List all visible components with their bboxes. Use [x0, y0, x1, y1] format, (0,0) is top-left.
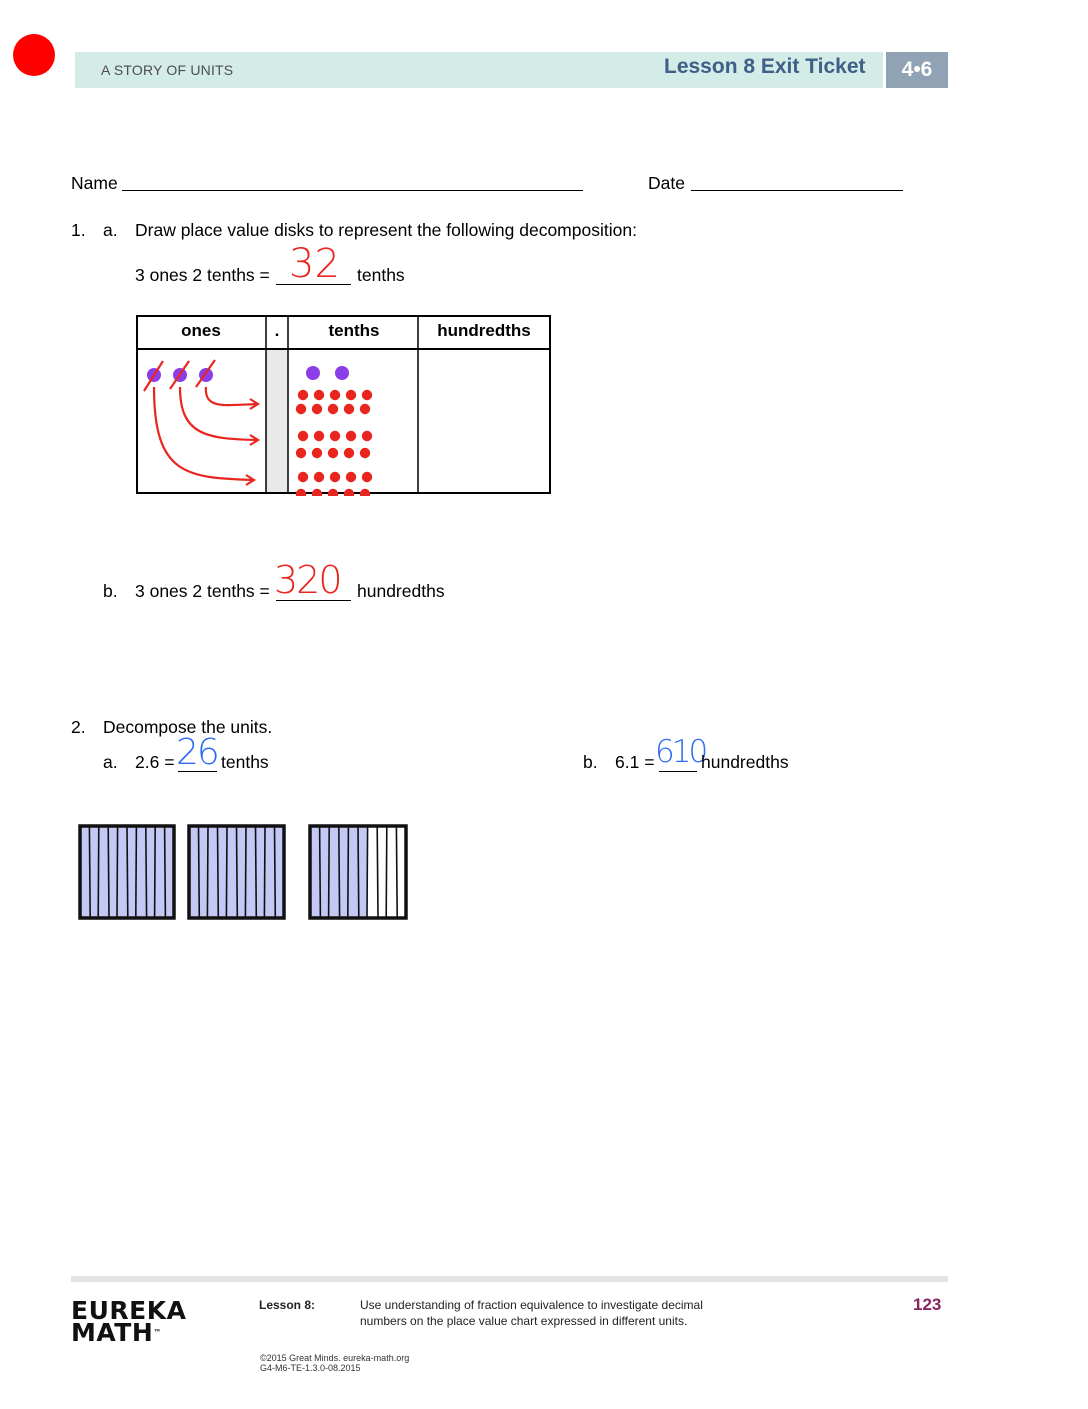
tenth-divider-1-9 [165, 826, 166, 918]
tenth-dot-1-1-2 [328, 448, 338, 458]
tenth-divider-3-1 [320, 826, 321, 918]
copyright [260, 1353, 409, 1373]
tenth-divider-1-4 [117, 826, 118, 918]
problem-1a-letter: a. [103, 220, 118, 240]
problem-2b-prefix: 6.1 = [615, 752, 655, 772]
tenth-divider-3-8 [386, 826, 387, 918]
problem-2a-suffix: tenths [221, 752, 269, 772]
tenth-divider-3-7 [377, 826, 378, 918]
tenth-divider-1-3 [108, 826, 109, 918]
tenth-dot-2-0-4 [362, 472, 372, 482]
tenth-dot-2-1-1 [312, 489, 322, 496]
logo-line-1: EUREKA [71, 1296, 187, 1325]
header-ones: ones [181, 321, 221, 340]
problem-2b-suffix: hundredths [701, 752, 789, 772]
problem-2b-answer-field[interactable] [659, 771, 697, 772]
tenth-divider-1-6 [136, 826, 137, 918]
header-hundredths: hundredths [437, 321, 531, 340]
tenth-divider-2-2 [207, 826, 208, 918]
arrow-1 [206, 387, 258, 405]
tenth-dot-1-0-2 [330, 431, 340, 441]
tenth-divider-2-5 [237, 826, 238, 918]
page-number: 123 [913, 1295, 942, 1314]
problem-1b-suffix: hundredths [357, 581, 445, 601]
tenth-divider-3-9 [396, 826, 397, 918]
tenth-dot-1-0-4 [362, 431, 372, 441]
footer-desc-line-2: numbers on the place value chart expressed in different units. [360, 1314, 688, 1328]
logo-line-2: MATH [71, 1318, 154, 1347]
tenth-dot-0-0-4 [362, 390, 372, 400]
tenths-disk-2 [335, 366, 349, 380]
red-marker-dot [13, 34, 55, 76]
problem-2b-answer: 610 [655, 734, 706, 770]
tenth-divider-3-6 [367, 826, 368, 918]
place-value-chart [136, 315, 551, 494]
tenth-dot-2-1-4 [360, 489, 370, 496]
tenth-dot-0-1-2 [328, 404, 338, 414]
problem-2a-letter: a. [103, 752, 118, 772]
problem-1a-suffix: tenths [357, 265, 405, 285]
tenth-dot-1-1-3 [344, 448, 354, 458]
tenth-dot-0-0-3 [346, 390, 356, 400]
tenth-divider-3-2 [329, 826, 330, 918]
name-label: Name [71, 173, 118, 193]
tenth-dot-0-1-0 [296, 404, 306, 414]
tenth-divider-3-5 [358, 826, 359, 918]
tenth-dot-2-0-0 [298, 472, 308, 482]
series-title: A STORY OF UNITS [101, 62, 234, 78]
tenth-dot-2-0-3 [346, 472, 356, 482]
copyright-line-2: G4-M6-TE-1.3.0-08.2015 [260, 1363, 361, 1373]
tenth-divider-2-7 [256, 826, 257, 918]
problem-2-instruction: Decompose the units. [103, 717, 273, 737]
problem-1b-prefix: 3 ones 2 tenths = [135, 581, 270, 601]
date-field[interactable] [691, 190, 903, 191]
problem-2b-letter: b. [583, 752, 598, 772]
problem-2-number: 2. [71, 717, 86, 737]
tenth-divider-1-8 [155, 826, 156, 918]
tenth-dot-1-1-1 [312, 448, 322, 458]
tenth-dot-0-1-4 [360, 404, 370, 414]
tenth-dot-0-0-2 [330, 390, 340, 400]
decomposed-tenths-dots [296, 390, 372, 496]
tenth-dot-2-1-3 [344, 489, 354, 496]
tenth-dot-0-0-0 [298, 390, 308, 400]
tenths-disk-1 [306, 366, 320, 380]
tenth-dot-2-1-2 [328, 489, 338, 496]
tenth-dot-0-1-1 [312, 404, 322, 414]
problem-1b-answer: 320 [274, 558, 341, 602]
logo-tm: ™ [153, 1328, 162, 1337]
tenth-divider-1-5 [127, 826, 128, 918]
header-decimal: . [274, 321, 280, 340]
tenth-divider-2-9 [275, 826, 276, 918]
problem-1-number: 1. [71, 220, 86, 240]
copyright-line-1: ©2015 Great Minds. eureka-math.org [260, 1353, 410, 1363]
date-label: Date [648, 173, 685, 193]
tenth-dot-1-1-0 [296, 448, 306, 458]
tenth-dot-2-0-1 [314, 472, 324, 482]
eureka-math-logo [71, 1296, 187, 1347]
place-value-chart-drawing [136, 315, 551, 496]
tenth-dot-2-1-0 [296, 489, 306, 496]
tenth-dot-0-1-3 [344, 404, 354, 414]
tenths-model-drawing [76, 821, 411, 924]
tenth-dot-1-0-1 [314, 431, 324, 441]
tenth-dot-2-0-2 [330, 472, 340, 482]
tenths-model-svg [76, 821, 411, 924]
problem-2a-prefix: 2.6 = [135, 752, 175, 772]
module-badge: 4•6 [886, 52, 948, 88]
tenth-divider-1-1 [89, 826, 90, 918]
decimal-column-shade [266, 350, 288, 493]
name-field[interactable] [122, 190, 583, 191]
tenth-dot-1-0-0 [298, 431, 308, 441]
problem-1b-letter: b. [103, 581, 118, 601]
problem-2a-answer: 26 [176, 732, 218, 773]
tenth-divider-2-3 [218, 826, 219, 918]
tenth-divider-3-4 [348, 826, 349, 918]
footer-lesson-label: Lesson 8: [259, 1298, 316, 1312]
lesson-title: Lesson 8 Exit Ticket [664, 55, 866, 78]
tenth-dot-1-1-4 [360, 448, 370, 458]
footer-desc-line-1: Use understanding of fraction equivalence to investigate decimal [360, 1298, 703, 1312]
tenth-divider-1-2 [98, 826, 99, 918]
arrow-2 [180, 387, 258, 440]
problem-1a-prefix: 3 ones 2 tenths = [135, 265, 270, 285]
tenth-divider-1-7 [146, 826, 147, 918]
footer-rule [71, 1276, 948, 1282]
tenth-dot-0-0-1 [314, 390, 324, 400]
problem-1a-answer: 32 [289, 241, 340, 287]
tenth-divider-2-6 [245, 826, 246, 918]
tenth-dot-1-0-3 [346, 431, 356, 441]
table-border [137, 316, 550, 493]
tenth-divider-2-1 [199, 826, 200, 918]
problem-1a-instruction: Draw place value disks to represent the following decomposition: [135, 220, 637, 240]
tenth-divider-3-3 [339, 826, 340, 918]
tenth-divider-2-8 [264, 826, 265, 918]
tenth-divider-2-4 [226, 826, 227, 918]
header-tenths: tenths [328, 321, 380, 340]
